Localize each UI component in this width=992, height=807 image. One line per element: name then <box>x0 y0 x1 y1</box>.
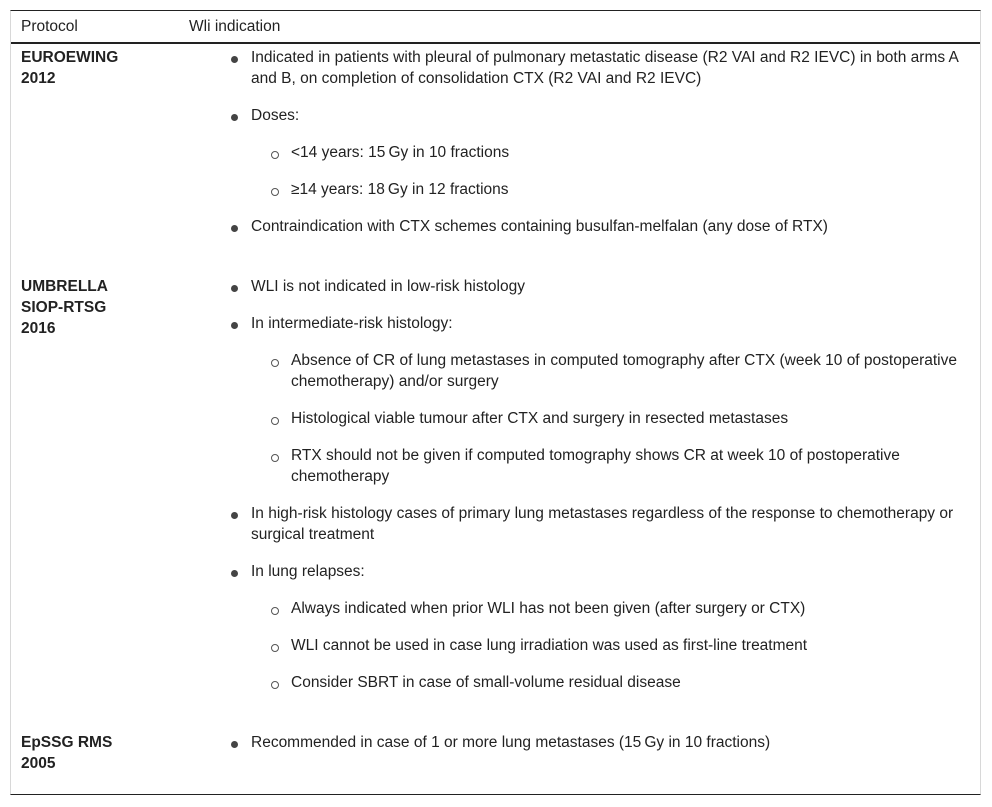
list-item: WLI is not indicated in low-risk histology <box>251 278 525 295</box>
list-item: Doses: <box>251 107 300 124</box>
protocol-line: UMBRELLA <box>21 278 108 295</box>
bullet-circle-icon <box>271 644 279 652</box>
table-header <box>11 11 980 44</box>
list-item: Always indicated when prior WLI has not been given (after surgery or CTX) <box>291 600 806 617</box>
protocol-line: SIOP-RTSG <box>21 299 107 316</box>
bullet-circle-icon <box>271 188 279 196</box>
bullet-circle-icon <box>271 681 279 689</box>
protocol-line: 2016 <box>21 320 56 337</box>
protocol-line: 2012 <box>21 70 56 87</box>
bullet-dot-icon <box>231 114 238 121</box>
list-item: In high-risk histology cases of primary lung metastases regardless of the response to chemotherapy or surgical treatment <box>251 505 954 543</box>
bullet-dot-icon <box>231 570 238 577</box>
bullet-circle-icon <box>271 417 279 425</box>
list-item: Absence of CR of lung metastases in computed tomography after CTX (week 10 of postoperative chemotherapy) and/or surgery <box>291 352 957 390</box>
bullet-circle-icon <box>271 359 279 367</box>
bullet-dot-icon <box>231 225 238 232</box>
protocol-line: EpSSG RMS <box>21 734 113 751</box>
bullet-dot-icon <box>231 322 238 329</box>
bullet-circle-icon <box>271 454 279 462</box>
list-item: In intermediate-risk histology: <box>251 315 453 332</box>
list-item: RTX should not be given if computed tomography shows CR at week 10 of postoperative chemotherapy <box>291 447 900 485</box>
list-item: WLI cannot be used in case lung irradiation was used as first-line treatment <box>291 637 808 654</box>
bullet-dot-icon <box>231 285 238 292</box>
wli-indication-table <box>10 10 981 795</box>
header-wli-indication: Wli indication <box>189 18 281 35</box>
list-item: ≥14 years: 18 Gy in 12 fractions <box>291 181 509 198</box>
list-item: Recommended in case of 1 or more lung metastases (15 Gy in 10 fractions) <box>251 734 771 751</box>
bullet-dot-icon <box>231 56 238 63</box>
protocol-line: EUROEWING <box>21 49 119 66</box>
protocol-line: 2005 <box>21 755 56 772</box>
bullet-circle-icon <box>271 151 279 159</box>
list-item: Indicated in patients with pleural of pulmonary metastatic disease (R2 VAI and R2 IEVC) in both arms A and B, on completion of consolidation CTX (R2 VAI and R2 IEVC) <box>251 49 959 87</box>
list-item: Consider SBRT in case of small-volume residual disease <box>291 674 681 691</box>
list-item: Histological viable tumour after CTX and surgery in resected metastases <box>291 410 789 427</box>
protocol-umbrella <box>21 276 108 339</box>
bullet-circle-icon <box>271 607 279 615</box>
protocol-euroewing <box>21 47 118 89</box>
list-item: Contraindication with CTX schemes containing busulfan-melfalan (any dose of RTX) <box>251 218 828 235</box>
list-item: In lung relapses: <box>251 563 365 580</box>
header-protocol: Protocol <box>21 18 78 35</box>
bullet-dot-icon <box>231 512 238 519</box>
list-item: <14 years: 15 Gy in 10 fractions <box>291 144 510 161</box>
protocol-epssg <box>21 732 112 774</box>
bullet-dot-icon <box>231 741 238 748</box>
